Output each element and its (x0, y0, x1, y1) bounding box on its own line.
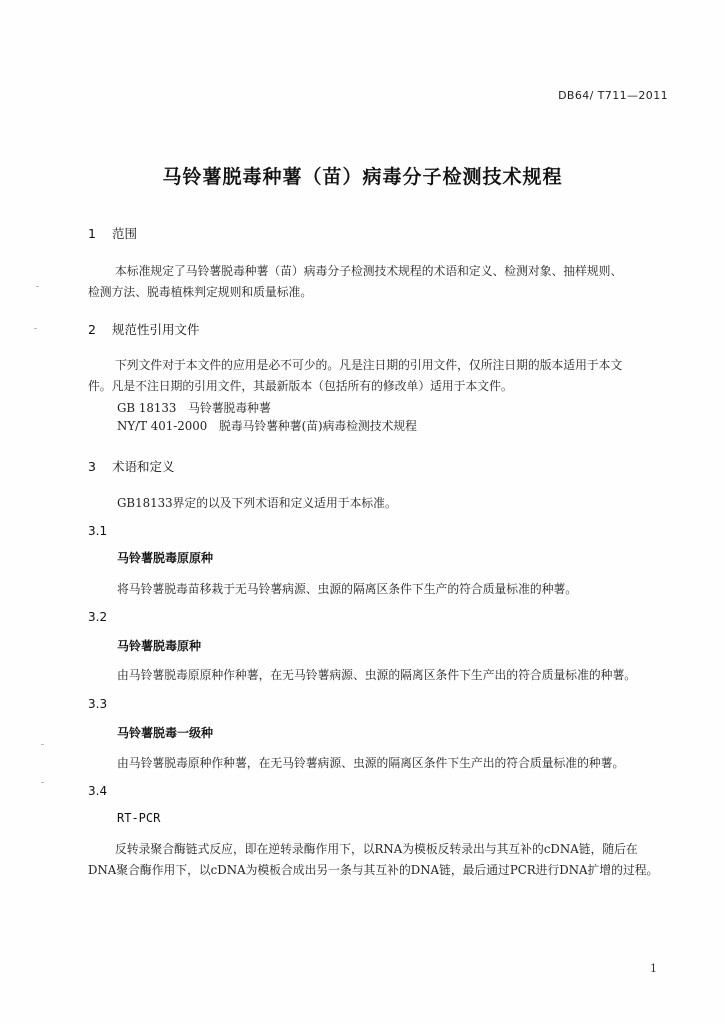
scan-speck (41, 744, 44, 745)
section-1-line-2: 检测方法、脱毒植株判定规则和质量标准。 (88, 285, 313, 299)
section-3-intro: GB18133界定的以及下列术语和定义适用于本标准。 (117, 496, 397, 510)
term-3-4-definition (88, 839, 668, 881)
reference-nyt401: NY/T 401-2000 脱毒马铃薯种薯(苗)病毒检测技术规程 (117, 419, 417, 433)
term-3-1-number: 3.1 (88, 524, 108, 538)
term-3-3-number: 3.3 (88, 697, 108, 711)
section-2-line-2: 件。凡是不注日期的引用文件，其最新版本（包括所有的修改单）适用于本文件。 (88, 379, 513, 393)
section-3-title: 术语和定义 (111, 459, 175, 474)
section-1-heading (88, 224, 137, 242)
term-3-1-title: 马铃薯脱毒原原种 (117, 551, 214, 565)
scan-speck (36, 286, 39, 287)
reference-gb18133: GB 18133 马铃薯脱毒种薯 (117, 401, 271, 415)
section-1-line-1: 本标准规定了马铃薯脱毒种薯（苗）病毒分子检测技术规程的术语和定义、检测对象、抽样规则、 (115, 264, 623, 278)
term-3-4-number: 3.4 (88, 784, 108, 798)
section-3-number: 3 (88, 459, 96, 474)
term-3-4-title: RT-PCR (117, 811, 161, 825)
section-2-line-1: 下列文件对于本文件的应用是必不可少的。凡是注日期的引用文件，仅所注日期的版本适用于本文 (115, 358, 623, 372)
term-3-3-definition: 由马铃薯脱毒原种作种薯，在无马铃薯病源、虫源的隔离区条件下生产出的符合质量标准的种薯。 (117, 756, 625, 770)
section-3-heading (88, 457, 175, 475)
document-code: DB64/ T711—2011 (558, 89, 668, 102)
section-1-number: 1 (88, 226, 96, 241)
section-2-number: 2 (88, 322, 96, 337)
section-2-paragraph (88, 355, 668, 397)
term-3-3-title: 马铃薯脱毒一级种 (117, 726, 214, 740)
scan-speck (34, 328, 37, 329)
term-3-2-number: 3.2 (88, 610, 108, 624)
section-2-title: 规范性引用文件 (111, 322, 200, 337)
section-1-title: 范围 (111, 226, 137, 241)
section-2-heading (88, 320, 200, 338)
term-3-4-line-1: 反转录聚合酶链式反应，即在逆转录酶作用下，以RNA为模板反转录出与其互补的cDNA链，随后在 (115, 842, 638, 856)
term-3-2-title: 马铃薯脱毒原种 (117, 639, 202, 653)
term-3-4-line-2: DNA聚合酶作用下，以cDNA为模板合成出另一条与其互补的DNA链，最后通过PCR进行DNA扩增的过程。 (88, 863, 659, 877)
document-title: 马铃薯脱毒种薯（苗）病毒分子检测技术规程 (162, 166, 563, 188)
page-number: 1 (650, 962, 657, 975)
term-3-2-definition: 由马铃薯脱毒原原种作种薯，在无马铃薯病源、虫源的隔离区条件下生产出的符合质量标准的种薯。 (117, 668, 637, 682)
scan-speck (41, 782, 44, 783)
section-1-paragraph (88, 261, 668, 303)
term-3-1-definition: 将马铃薯脱毒苗移栽于无马铃薯病源、虫源的隔离区条件下生产的符合质量标准的种薯。 (117, 582, 578, 596)
